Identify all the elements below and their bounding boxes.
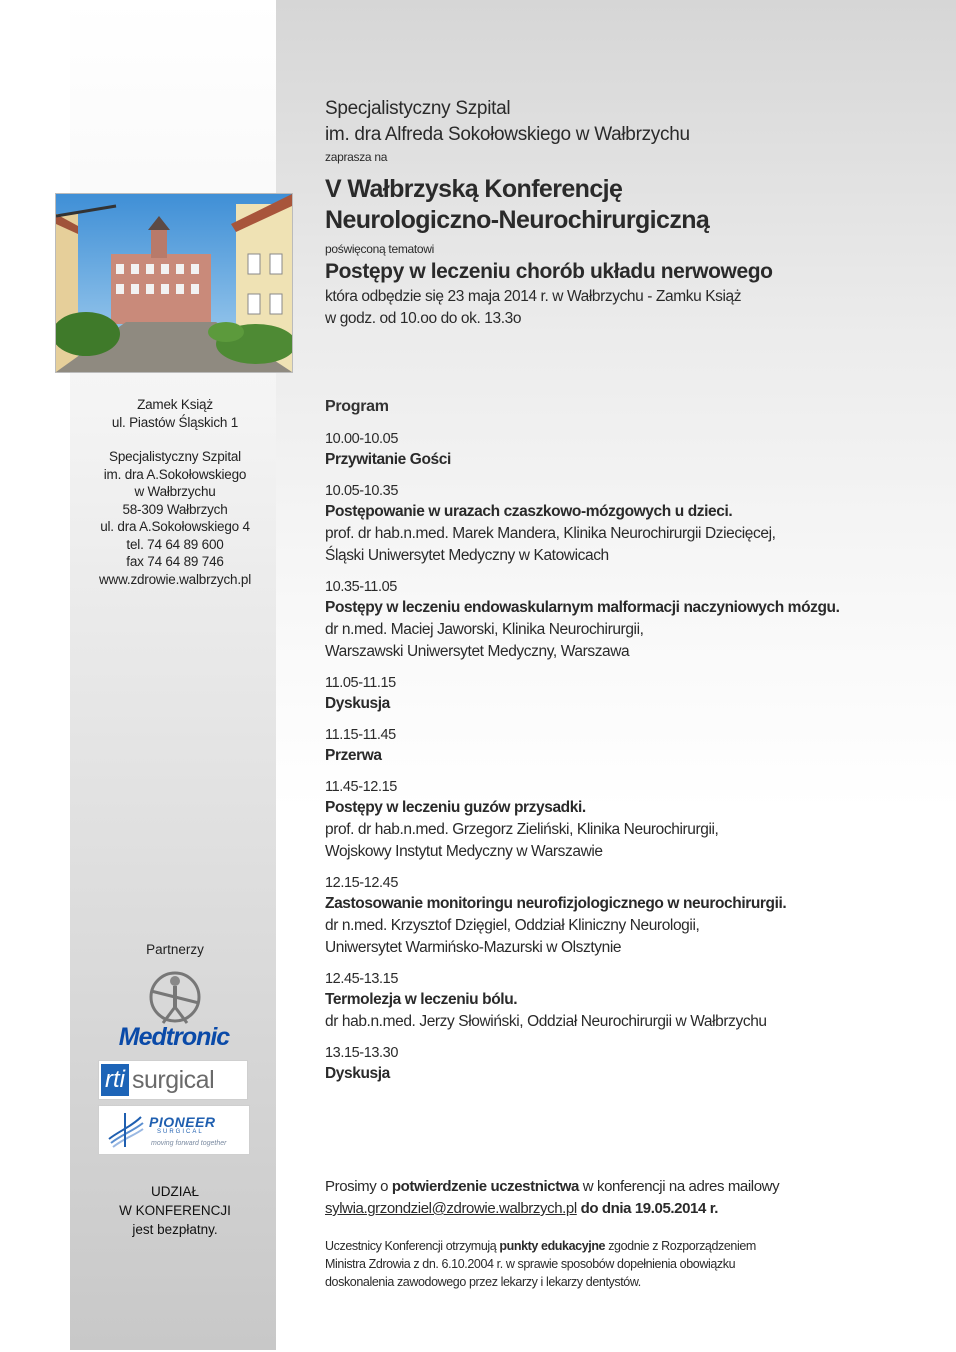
points-line: doskonalenia zawodowego przez lekarzy i lekarzy dentystów. (325, 1275, 641, 1289)
pioneer-swirl-icon (105, 1109, 145, 1149)
item-speaker: dr hab.n.med. Jerzy Słowiński, Oddział Neurochirurgii w Wałbrzychu (325, 1013, 767, 1030)
item-time: 11.15-11.45 (325, 727, 396, 743)
confirm-text: Prosimy o (325, 1178, 392, 1195)
hospital-name: Specjalistyczny Szpital (325, 98, 511, 119)
program-item (325, 674, 945, 715)
pioneer-surgical-logo (98, 1105, 250, 1155)
item-affiliation: Śląski Uniwersytet Medyczny w Katowicach (325, 547, 609, 564)
fax-number: fax 74 64 89 746 (126, 554, 224, 569)
program-item (325, 482, 945, 567)
free-note-line: jest bezpłatny. (132, 1222, 218, 1237)
item-time: 12.15-12.45 (325, 875, 398, 891)
item-title: Dyskusja (325, 1065, 390, 1082)
conference-title: V Wałbrzyską Konferencję (325, 175, 623, 203)
castle-photo-illustration (56, 194, 292, 372)
item-time: 10.35-11.05 (325, 579, 397, 595)
contact-email-link[interactable]: sylwia.grzondziel@zdrowie.walbrzych.pl (325, 1200, 577, 1217)
vitruvian-emblem-icon (143, 965, 207, 1029)
item-title: Przywitanie Gości (325, 451, 451, 468)
free-note-line: W KONFERENCJI (119, 1203, 231, 1218)
conference-hours: w godz. od 10.oo do ok. 13.3o (325, 310, 522, 327)
address-line: ul. Piastów Śląskich 1 (111, 414, 239, 430)
invites-text: zaprasza na (325, 150, 388, 164)
program-item (325, 726, 945, 767)
item-time: 10.00-10.05 (325, 431, 398, 447)
phone-number: tel. 74 64 89 600 (126, 536, 224, 552)
item-title: Postępowanie w urazach czaszkowo-mózgowych u dzieci. (325, 503, 733, 520)
conference-date-place: która odbędzie się 23 maja 2014 r. w Wałbrzychu - Zamku Książ (325, 288, 742, 305)
rti-mark: rti (101, 1064, 129, 1096)
pioneer-sub: SURGICAL (157, 1129, 204, 1135)
pioneer-tagline: moving forward together (151, 1140, 227, 1147)
points-text: Uczestnicy Konferencji otrzymują (325, 1239, 500, 1253)
confirm-deadline: do dnia 19.05.2014 r. (576, 1200, 719, 1217)
item-title: Postępy w leczeniu endowaskularnym malformacji naczyniowych mózgu. (325, 599, 840, 616)
item-time: 11.05-11.15 (325, 675, 396, 691)
program-item (325, 778, 945, 863)
vitruvian-emblem-logo (143, 965, 207, 1029)
item-affiliation: Wojskowy Instytut Medyczny w Warszawie (325, 843, 603, 860)
address-line: 58-309 Wałbrzych (122, 501, 228, 517)
program-item (325, 970, 945, 1033)
item-speaker: prof. dr hab.n.med. Marek Mandera, Klinika Neurochirurgii Dziecięcej, (325, 525, 776, 542)
hospital-name-line2: im. dra Alfreda Sokołowskiego w Wałbrzychu (325, 124, 690, 145)
confirmation-request (325, 1176, 945, 1220)
confirm-text: w konferencji na adres mailowy (579, 1178, 780, 1195)
points-text: zgodnie z Rozporządzeniem (605, 1239, 756, 1253)
rti-wordmark: surgical (132, 1065, 215, 1094)
education-points-note (325, 1237, 945, 1291)
item-title: Postępy w leczeniu guzów przysadki. (325, 799, 586, 816)
address-line: ul. dra A.Sokołowskiego 4 (100, 519, 250, 534)
pioneer-name: PIONEER (149, 1114, 216, 1130)
free-note-line: UDZIAŁ (150, 1184, 199, 1199)
free-participation-note (76, 1182, 274, 1239)
partners-title: Partnerzy (146, 942, 204, 957)
address-line: w Wałbrzychu (134, 484, 216, 499)
program-title: Program (325, 398, 389, 415)
item-speaker: dr n.med. Maciej Jaworski, Klinika Neurochirurgii, (325, 621, 644, 638)
medtronic-logo: Medtronic (118, 1023, 230, 1051)
rti-surgical-logo (98, 1060, 248, 1100)
address-line: Specjalistyczny Szpital (109, 449, 241, 464)
conference-topic: Postępy w leczeniu chorób układu nerwowego (325, 260, 773, 283)
contact-address-block (76, 396, 274, 588)
website-link[interactable]: www.zdrowie.walbrzych.pl (99, 571, 251, 587)
item-affiliation: Warszawski Uniwersytet Medyczny, Warszawa (325, 643, 630, 660)
program-item (325, 1044, 945, 1085)
item-speaker: dr n.med. Krzysztof Dzięgiel, Oddział Kliniczny Neurologii, (325, 917, 700, 934)
item-time: 11.45-12.15 (325, 779, 397, 795)
item-time: 10.05-10.35 (325, 483, 398, 499)
item-affiliation: Uniwersytet Warmińsko-Mazurski w Olsztynie (325, 939, 622, 956)
program-item (325, 578, 945, 663)
item-time: 12.45-13.15 (325, 971, 398, 987)
item-title: Dyskusja (325, 695, 390, 712)
item-time: 13.15-13.30 (325, 1045, 398, 1061)
confirm-bold: potwierdzenie uczestnictwa (391, 1178, 580, 1195)
program-section (325, 398, 945, 1096)
castle-photo (55, 193, 293, 373)
points-line: Ministra Zdrowia z dn. 6.10.2004 r. w sprawie sposobów dopełnienia obowiązku (325, 1257, 736, 1271)
item-title: Termolezja w leczeniu bólu. (325, 991, 518, 1008)
item-title: Zastosowanie monitoringu neurofizjologicznego w neurochirurgii. (325, 895, 787, 912)
points-bold: punkty edukacyjne (499, 1239, 606, 1253)
address-line: Zamek Książ (137, 397, 213, 412)
item-title: Przerwa (325, 747, 382, 764)
item-speaker: prof. dr hab.n.med. Grzegorz Zieliński, Klinika Neurochirurgii, (325, 821, 719, 838)
program-item (325, 430, 945, 471)
dedicated-text: poświęconą tematowi (325, 242, 435, 256)
address-line: im. dra A.Sokołowskiego (103, 466, 247, 482)
program-item (325, 874, 945, 959)
invitation-header (325, 96, 935, 330)
conference-title-line2: Neurologiczno-Neurochirurgiczną (325, 206, 710, 234)
